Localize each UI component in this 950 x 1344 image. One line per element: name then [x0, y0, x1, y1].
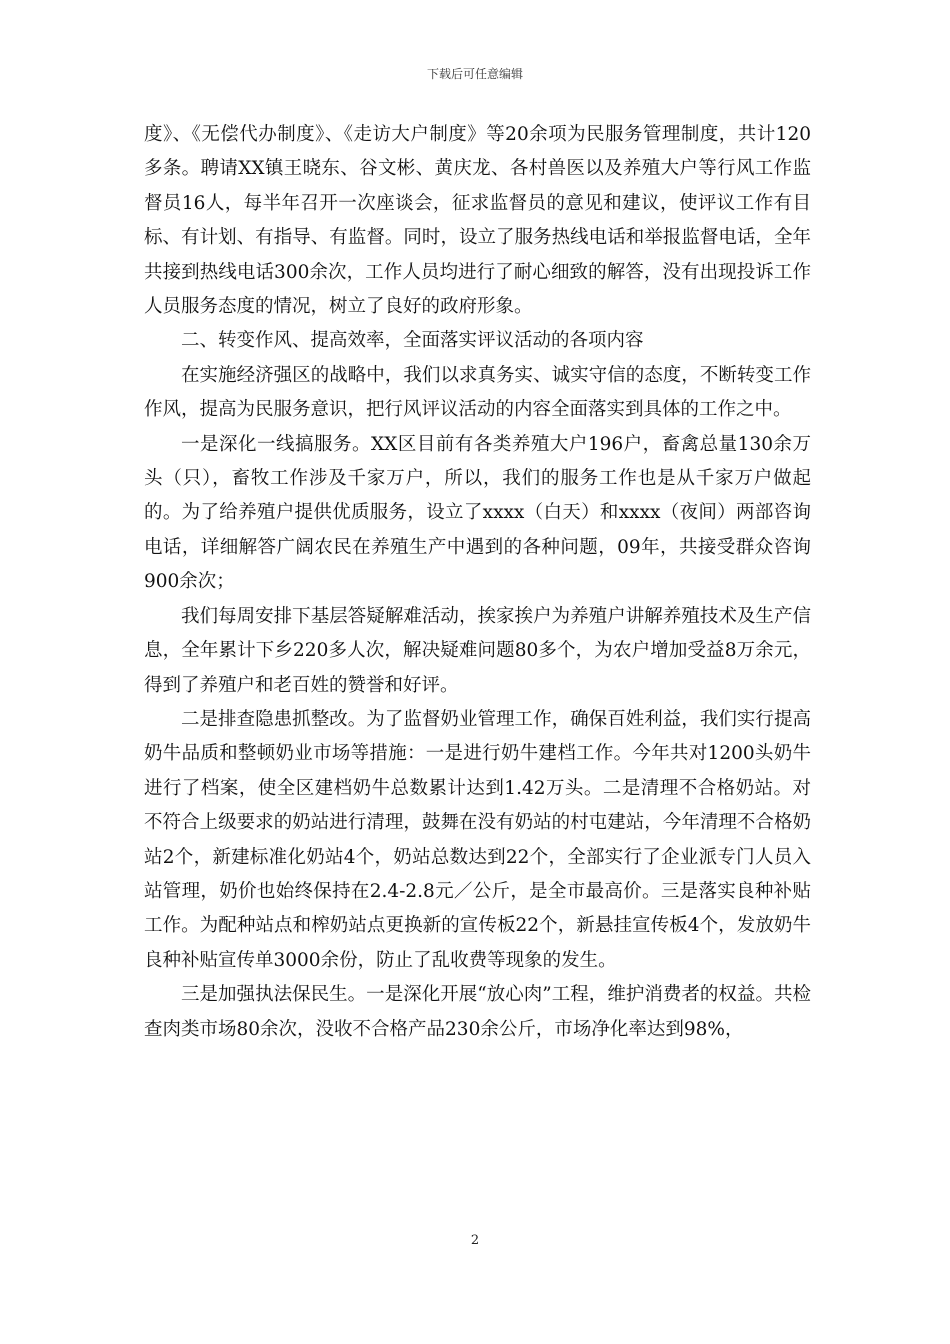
paragraph: 二是排查隐患抓整改。为了监督奶业管理工作，确保百姓利益，我们实行提高奶牛品质和整顿奶业市场等措施：一是进行奶牛建档工作。今年共对1200头奶牛进行了档案，使全区建档奶牛总数累计达到1.42万头。二是清理不合格奶站。对不符合上级要求的奶站进行清理，鼓舞在没有奶站的村屯建站，今年清理不合格奶站2个，新建标准化奶站4个，奶站总数达到22个，全部实行了企业派专门人员入站管理，奶价也始终保持在2.4-2.8元／公斤，是全市最高价。三是落实良种补贴工作。为配种站点和榨奶站点更换新的宣传板22个，新悬挂宣传板4个，发放奶牛良种补贴宣传单3000余份，防止了乱收费等现象的发生。 — [144, 708, 811, 971]
section-heading: 二、转变作风、提高效率，全面落实评议活动的各项内容 — [181, 330, 644, 352]
paragraph: 我们每周安排下基层答疑解难活动，挨家挨户为养殖户讲解养殖技术及生产信息，全年累计下乡220多人次，解决疑难问题80多个，为农户增加受益8万余元，得到了养殖户和老百姓的赞誉和好评。 — [144, 605, 811, 696]
paragraph: 在实施经济强区的战略中，我们以求真务实、诚实守信的态度，不断转变工作作风，提高为民服务意识，把行风评议活动的内容全面落实到具体的工作之中。 — [144, 364, 811, 421]
paragraph: 一是深化一线搞服务。XX区目前有各类养殖大户196户，畜禽总量130余万头（只），畜牧工作涉及千家万户，所以，我们的服务工作也是从千家万户做起的。为了给养殖户提供优质服务，设立了xxxx（白天）和xxxx（夜间）两部咨询电话，详细解答广阔农民在养殖生产中遇到的各种问题，09年，共接受群众咨询900余次； — [144, 433, 811, 593]
document-body — [144, 118, 811, 1047]
page-header: 下载后可任意编辑 — [426, 67, 523, 81]
paragraph-continued: 度》、《无偿代办制度》、《走访大户制度》等20余项为民服务管理制度，共计120多条。聘请XX镇王晓东、谷文彬、黄庆龙、各村兽医以及养殖大户等行风工作监督员16人，每半年召开一次座谈会，征求监督员的意见和建议，使评议工作有目标、有计划、有指导、有监督。同时，设立了服务热线电话和举报监督电话，全年共接到热线电话300余次，工作人员均进行了耐心细致的解答，没有出现投诉工作人员服务态度的情况，树立了良好的政府形象。 — [144, 124, 811, 318]
page-number: 2 — [470, 1233, 480, 1248]
paragraph: 三是加强执法保民生。一是深化开展“放心肉”工程，维护消费者的权益。共检查肉类市场80余次，没收不合格产品230余公斤，市场净化率达到98%， — [144, 984, 811, 1040]
